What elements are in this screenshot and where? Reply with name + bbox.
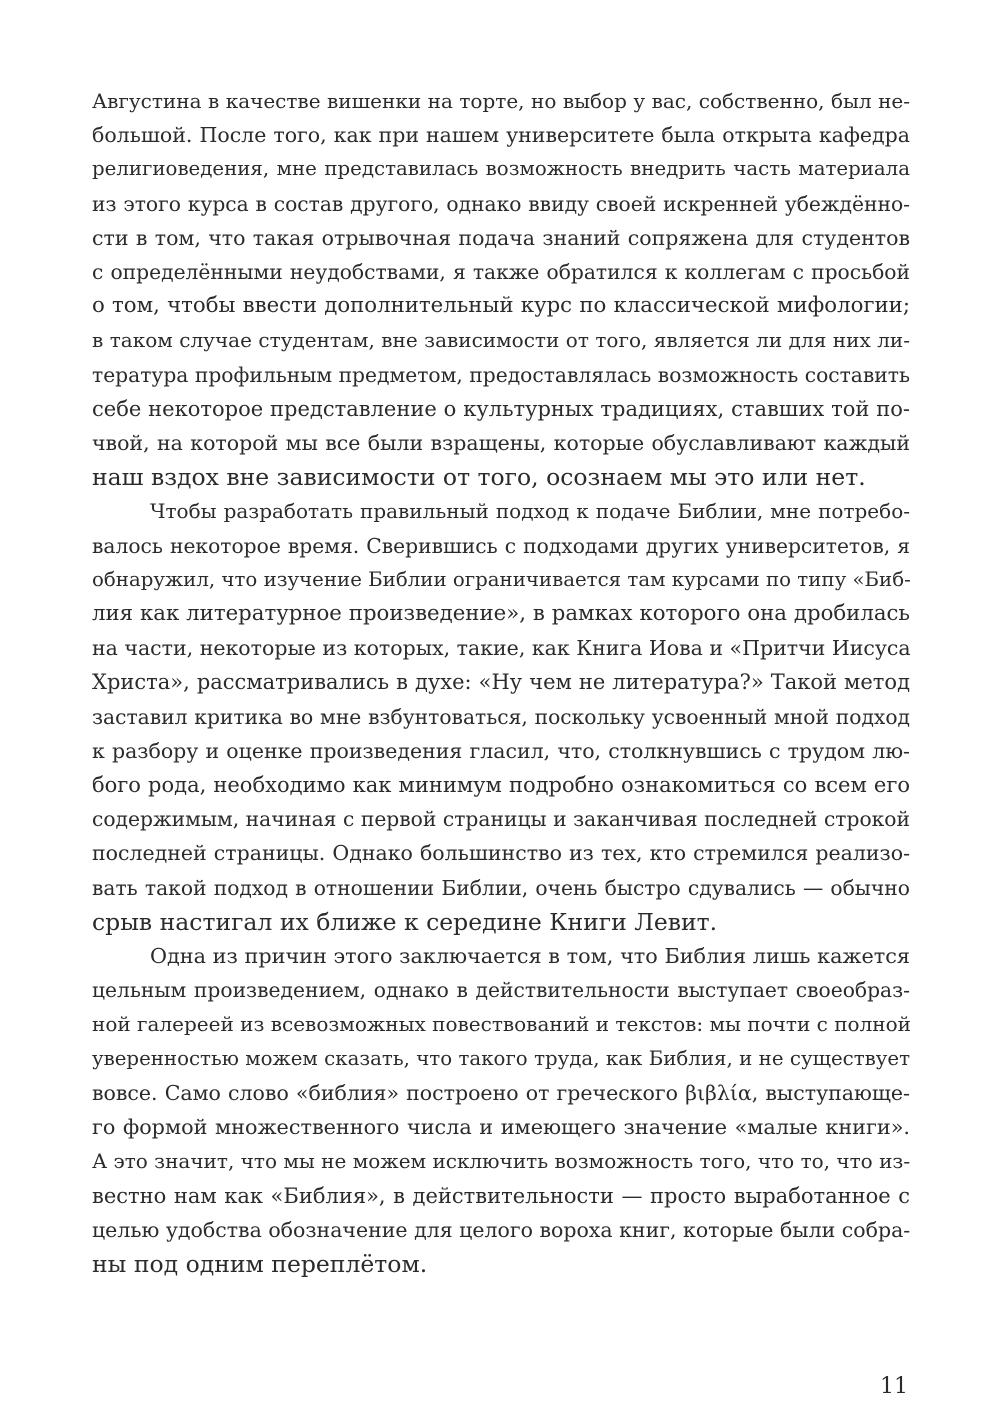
text-line: Чтобы разработать правильный подход к подаче Библии, мне потребо- (150, 499, 910, 524)
text-line: лия как литературное произведение», в рамках которого она дробилась (92, 601, 910, 627)
text-line: заставил критика во мне взбунтоваться, поскольку усвоенный мной подход (92, 704, 910, 729)
text-line: к разбору и оценке произведения гласил, что, столкнувшись с трудом лю- (92, 738, 910, 763)
text-line: вать такой подход в отношении Библии, очень быстро сдувались — обычно (92, 875, 910, 900)
text-line: большой. После того, как при нашем университете была открыта кафедра (92, 123, 910, 148)
text-line: вовсе. Само слово «библия» построено от греческого βιβλία, выступающе- (92, 1080, 910, 1105)
text-line: цельным произведением, однако в действительности выступает своеобраз- (92, 978, 910, 1003)
text-line: го формой множественного числа и имеющего значение «малые книги». (92, 1115, 910, 1140)
text-line: наш вздох вне зависимости от того, осознаем мы это или нет. (92, 463, 866, 492)
text-line: тература профильным предметом, предоставлялась возможность составить (92, 362, 910, 387)
text-line: чвой, на которой мы все были взращены, которые обуславливают каждый (92, 431, 910, 456)
text-line: религиоведения, мне представилась возможность внедрить часть материала (92, 157, 910, 181)
text-line: срыв настигал их ближе к середине Книги Левит. (92, 907, 718, 936)
paragraph-1 (92, 84, 910, 494)
text-line: Августина в качестве вишенки на торте, но выбор у вас, собственно, был не- (92, 89, 910, 113)
text-line: в таком случае студентам, вне зависимости от того, является ли для них ли- (92, 328, 910, 353)
text-line: вестно нам как «Библия», в действительности — просто выработанное с (92, 1183, 910, 1208)
text-line: о том, чтобы ввести дополнительный курс по классической мифологии; (92, 293, 910, 319)
paragraph-2 (92, 494, 910, 939)
body-text (92, 84, 910, 1281)
text-line: себе некоторое представление о культурных традициях, ставших той по- (92, 396, 910, 421)
text-line: целью удобства обозначение для целого вороха книг, которые были собра- (92, 1217, 911, 1242)
text-line: уверенностью можем сказать, что такого труда, как Библия, и не существует (92, 1046, 910, 1070)
text-line: из этого курса в состав другого, однако ввиду своей искренней убеждённо- (92, 191, 910, 216)
text-line: с определёнными неудобствами, я также обратился к коллегам с просьбой (92, 260, 910, 285)
text-line: ной галереей из всевозможных повествований и текстов: мы почти с полной (92, 1012, 911, 1037)
text-line: сти в том, что такая отрывочная подача знаний сопряжена для студентов (92, 225, 910, 250)
text-line: последней страницы. Однако большинство из тех, кто стремился реализо- (92, 841, 910, 866)
text-line: Христа», рассматривались в духе: «Ну чем не литература?» Такой метод (92, 670, 910, 695)
text-line: бого рода, необходимо как минимум подробно ознакомиться со всем его (92, 773, 910, 798)
text-line: на части, некоторые из которых, такие, как Книга Иова и «Притчи Иисуса (92, 636, 911, 661)
text-line: содержимым, начиная с первой страницы и заканчивая последней строкой (92, 807, 910, 832)
text-line: обнаружил, что изучение Библии ограничивается там курсами по типу «Биб- (92, 567, 911, 591)
paragraph-3 (92, 939, 910, 1281)
text-line: А это значит, что мы не можем исключить возможность того, что то, что из- (92, 1149, 911, 1174)
page-number: 11 (880, 1374, 908, 1399)
text-line: ны под одним переплётом. (92, 1249, 428, 1278)
text-line: валось некоторое время. Сверившись с подходами других университетов, я (92, 533, 910, 558)
text-line: Одна из причин этого заключается в том, что Библия лишь кажется (150, 944, 910, 969)
